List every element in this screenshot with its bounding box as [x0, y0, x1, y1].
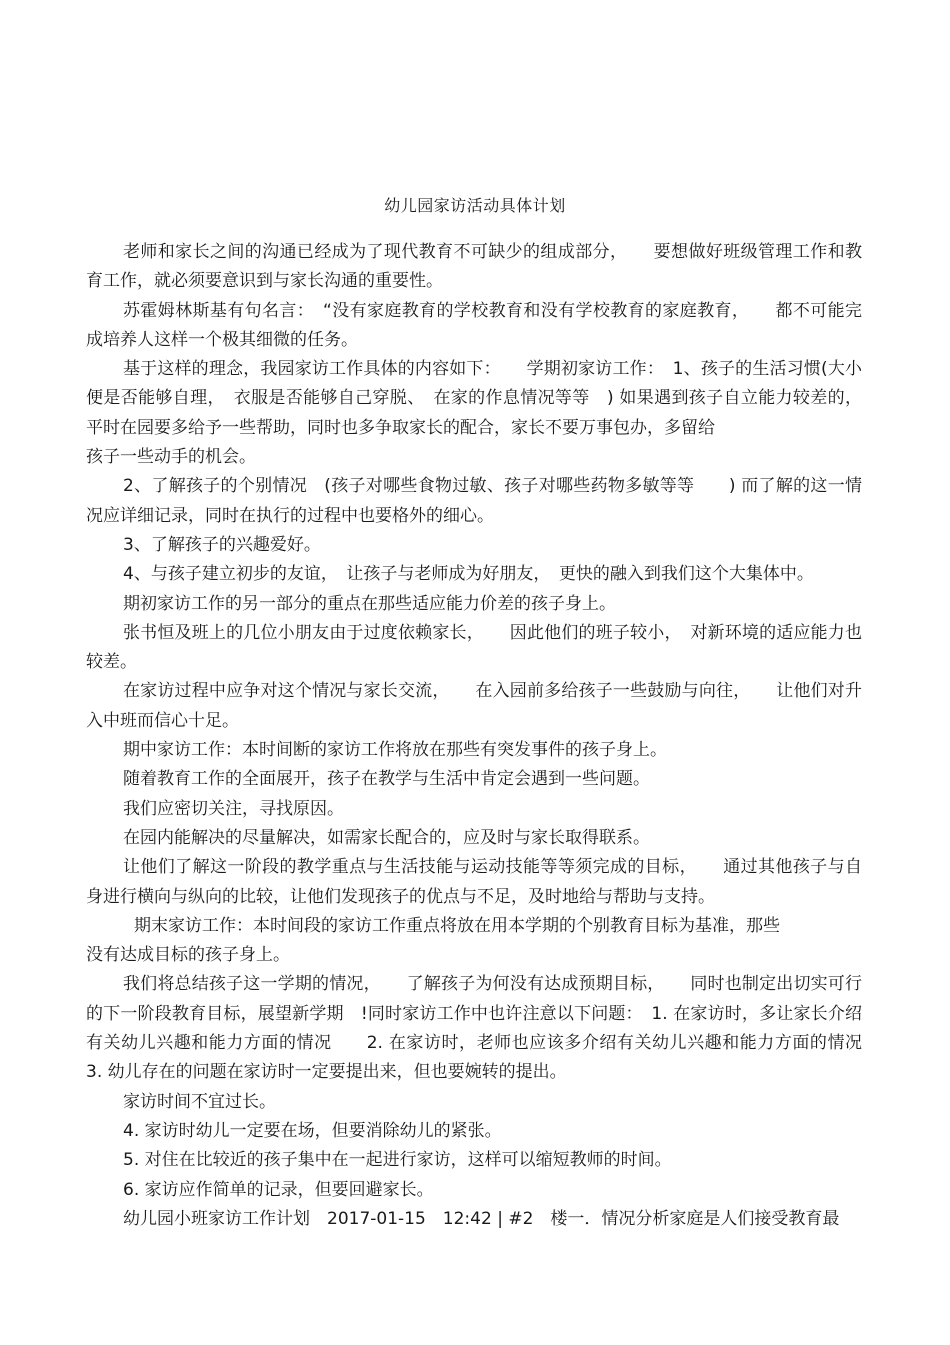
- paragraph-item-3: 3、了解孩子的兴趣爱好。: [123, 534, 321, 555]
- paragraph-time: 家访时间不宜过长。: [123, 1091, 276, 1112]
- paragraph-midterm: 期中家访工作：本时间断的家访工作将放在那些有突发事件的孩子身上。: [123, 740, 667, 761]
- paragraph-final-term: 期末家访工作：本时间段的家访工作重点将放在用本学期的个别教育目标为基准，那些: [134, 915, 780, 936]
- paragraph-communication: 在家访过程中应争对这个情况与家长交流， 在入园前多给孩子一些鼓励与向往， 让他们对升入中班而信心十足。: [86, 681, 862, 731]
- paragraph-summary: 我们将总结孩子这一学期的情况， 了解孩子为何没有达成预期目标， 同时也制定出切实可行的下一阶段教育目标，展望新学期 !同时家访工作中也许注意以下问题： 1. 在家访时，多让家长介绍有关幼儿兴趣和能力方面的情况 2. 在家访时，老师也应该多介绍有关幼儿兴趣和能力方面的情况 3. 幼儿存在的问题在家访时一定要提出来，但也要婉转的提出。: [86, 974, 879, 1083]
- paragraph-problems: 随着教育工作的全面展开，孩子在教学与生活中肯定会遇到一些问题。: [123, 769, 650, 790]
- paragraph-footer-reference: 幼儿园小班家访工作计划 2017-01-15 12:42 | #2 楼一．情况分析家庭是人们接受教育最: [123, 1208, 840, 1229]
- paragraph-dependency: 张书恒及班上的几位小朋友由于过度依赖家长， 因此他们的班子较小， 对新环境的适应能力也较差。: [86, 622, 862, 673]
- paragraph-item-4: 4、与孩子建立初步的友谊， 让孩子与老师成为好朋友， 更快的融入到我们这个大集体中。: [123, 564, 814, 585]
- paragraph-intro: 老师和家长之间的沟通已经成为了现代教育不可缺少的组成部分， 要想做好班级管理工作和教育工作，就必须要意识到与家长沟通的重要性。: [86, 242, 862, 292]
- paragraph-note-4: 4. 家访时幼儿一定要在场，但要消除幼儿的紧张。: [123, 1120, 502, 1141]
- paragraph-quote: 苏霍姆林斯基有句名言： “没有家庭教育的学校教育和没有学校教育的家庭教育， 都不可能完成培养人这样一个极其细微的任务。: [86, 300, 862, 350]
- paragraph-final-term-continued: 没有达成目标的孩子身上。: [86, 945, 290, 966]
- paragraph-attention: 我们应密切关注，寻找原因。: [123, 798, 344, 819]
- paragraph-plan-start: 基于这样的理念，我园家访工作具体的内容如下： 学期初家访工作： 1、孩子的生活习惯(大小便是否能够自理， 衣服是否能够自己穿脱、 在家的作息情况等等 ) 如果遇到孩子自立能力较差的，平时在园要多给予一些帮助，同时也多争取家长的配合，家长不要万事包办，多留给: [86, 359, 862, 438]
- paragraph-plan-continued: 孩子一些动手的机会。: [86, 447, 256, 468]
- document-title: 幼儿园家访活动具体计划: [384, 196, 566, 215]
- paragraph-early-focus: 期初家访工作的另一部分的重点在那些适应能力价差的孩子身上。: [123, 593, 616, 614]
- paragraph-goals: 让他们了解这一阶段的教学重点与生活技能与运动技能等等须完成的目标， 通过其他孩子与自身进行横向与纵向的比较，让他们发现孩子的优点与不足，及时地给与帮助与支持。: [86, 857, 862, 907]
- paragraph-solve: 在园内能解决的尽量解决，如需家长配合的，应及时与家长取得联系。: [123, 827, 650, 848]
- paragraph-note-5: 5. 对住在比较近的孩子集中在一起进行家访，这样可以缩短教师的时间。: [123, 1150, 672, 1171]
- document-body: [86, 238, 879, 1234]
- paragraph-item-2: 2、了解孩子的个别情况 (孩子对哪些食物过敏、孩子对哪些药物多敏等等 ) 而了解的这一情况应详细记录，同时在执行的过程中也要格外的细心。: [86, 476, 862, 526]
- paragraph-note-6: 6. 家访应作简单的记录，但要回避家长。: [123, 1179, 434, 1200]
